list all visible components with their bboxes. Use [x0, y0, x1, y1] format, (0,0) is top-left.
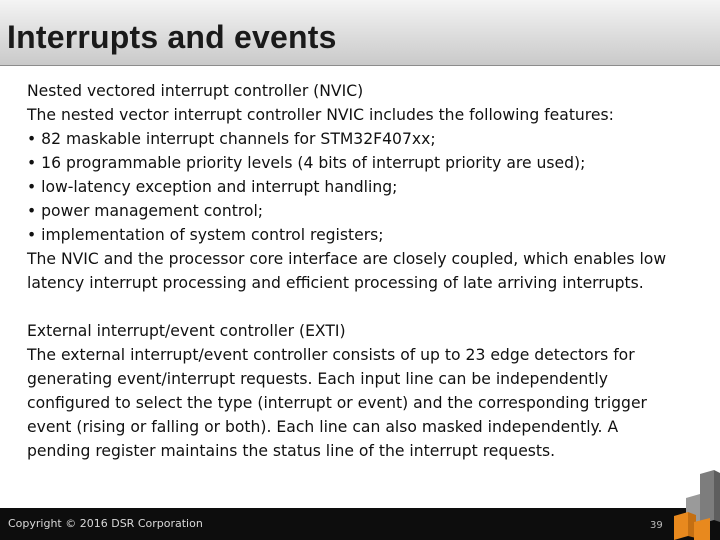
- nvic-summary-line: The NVIC and the processor core interface are closely coupled, which enables low: [27, 250, 667, 268]
- nvic-bullet: • low-latency exception and interrupt handling;: [27, 178, 398, 196]
- exti-line: configured to select the type (interrupt or event) and the corresponding trigger: [27, 394, 647, 412]
- slide-title: Interrupts and events: [7, 19, 337, 55]
- nvic-intro: The nested vector interrupt controller NVIC includes the following features:: [27, 106, 614, 124]
- nvic-bullet: • power management control;: [27, 202, 264, 220]
- nvic-heading: Nested vectored interrupt controller (NVIC): [27, 82, 364, 100]
- nvic-bullet: • 16 programmable priority levels (4 bits of interrupt priority are used);: [27, 154, 586, 172]
- paragraph-spacer: [27, 295, 707, 319]
- exti-line: The external interrupt/event controller consists of up to 23 edge detectors for: [27, 346, 635, 364]
- copyright-text: Copyright © 2016 DSR Corporation: [8, 517, 203, 530]
- nvic-bullet: • 82 maskable interrupt channels for STM32F407xx;: [27, 130, 436, 148]
- footer-bar: [0, 508, 720, 540]
- slide-body: [27, 79, 707, 463]
- exti-line: event (rising or falling or both). Each line can also masked independently. A: [27, 418, 619, 436]
- exti-line: pending register maintains the status line of the interrupt requests.: [27, 442, 556, 460]
- page-number: 39: [650, 520, 663, 531]
- title-bar: [0, 0, 720, 66]
- exti-heading: External interrupt/event controller (EXTI): [27, 322, 346, 340]
- nvic-summary-line: latency interrupt processing and efficient processing of late arriving interrupts.: [27, 274, 644, 292]
- exti-line: generating event/interrupt requests. Each input line can be independently: [27, 370, 608, 388]
- stacked-blocks-logo-icon: [670, 470, 720, 540]
- nvic-bullet: • implementation of system control registers;: [27, 226, 384, 244]
